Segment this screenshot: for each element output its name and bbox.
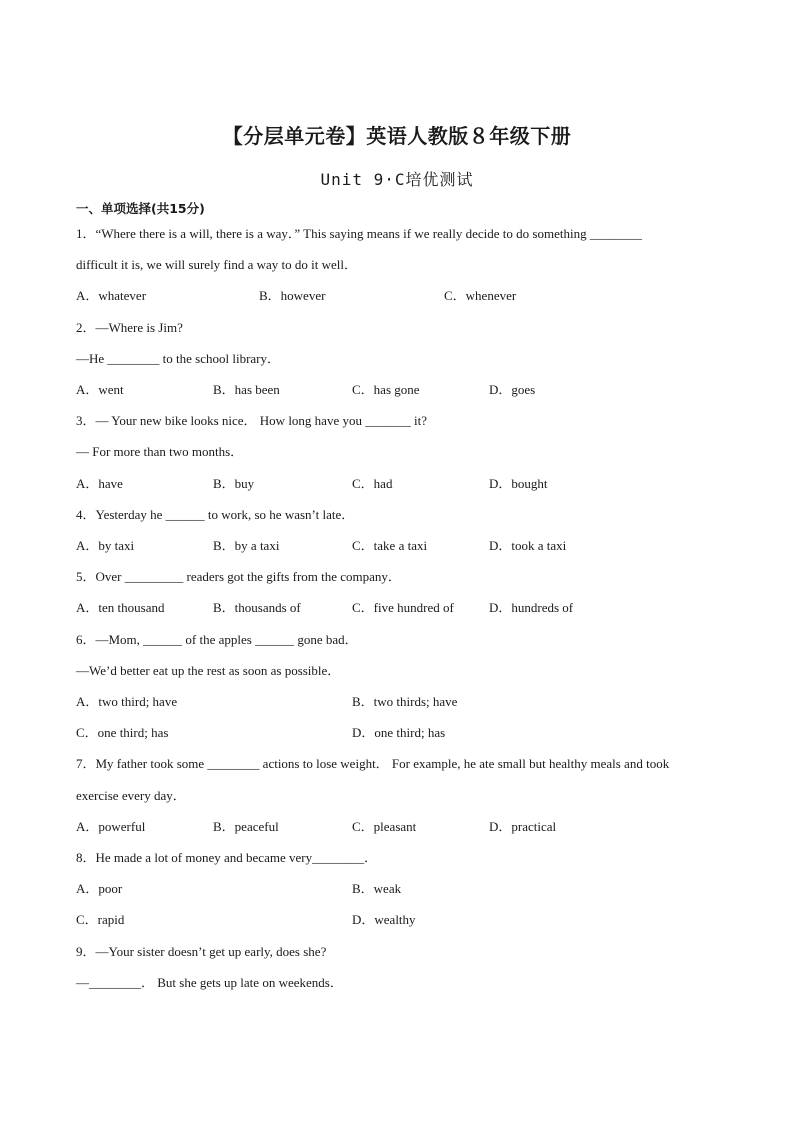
question-2-line-2: —He ________ to the school library． <box>76 351 280 366</box>
question-6-option-b[interactable]: B．two thirds; have <box>352 694 458 709</box>
question-6-line-1: 6．—Mom, ______ of the apples ______ gone bad． <box>76 632 358 647</box>
section-heading: 一、单项选择(共15分) <box>76 201 205 216</box>
question-3-line-2: — For more than two months． <box>76 444 244 459</box>
question-3-option-b[interactable]: B．buy <box>213 476 255 491</box>
question-3-line-1: 3．— Your new bike looks nice． How long have you _______ it? <box>76 413 427 428</box>
question-8-line-1: 8．He made a lot of money and became very________． <box>76 850 378 865</box>
page-subtitle: Unit 9·C培优测试 <box>320 170 474 189</box>
question-7-line-2: exercise every day． <box>76 788 186 803</box>
question-1-line-2: difficult it is, we will surely find a way to do it well． <box>76 257 358 272</box>
question-4-option-b[interactable]: B．by a taxi <box>213 538 280 553</box>
question-1-option-c[interactable]: C．whenever <box>444 288 517 303</box>
question-4-option-c[interactable]: C．take a taxi <box>352 538 428 553</box>
question-7-option-a[interactable]: A．powerful <box>76 819 146 834</box>
question-5-option-c[interactable]: C．five hundred of <box>352 600 454 615</box>
question-5-line-1: 5．Over _________ readers got the gifts from the company． <box>76 569 401 584</box>
question-5-option-d[interactable]: D．hundreds of <box>489 600 574 615</box>
question-7-option-b[interactable]: B．peaceful <box>213 819 279 834</box>
question-8-option-c[interactable]: C．rapid <box>76 912 125 927</box>
question-6-option-d[interactable]: D．one third; has <box>352 725 446 740</box>
question-8-option-a[interactable]: A．poor <box>76 881 123 896</box>
question-7-option-c[interactable]: C．pleasant <box>352 819 417 834</box>
question-6-option-a[interactable]: A．two third; have <box>76 694 178 709</box>
question-3-option-d[interactable]: D．bought <box>489 476 548 491</box>
page-title: 【分层单元卷】英语人教版８年级下册 <box>222 124 572 148</box>
question-1-option-a[interactable]: A．whatever <box>76 288 147 303</box>
question-7-line-1: 7．My father took some ________ actions to lose weight． For example, he ate small but healthy meals and took <box>76 756 670 771</box>
question-2-option-a[interactable]: A．went <box>76 382 124 397</box>
question-9-line-2: —________． But she gets up late on weekends． <box>76 975 343 990</box>
question-1-option-b[interactable]: B．however <box>259 288 326 303</box>
question-8-option-d[interactable]: D．wealthy <box>352 912 416 927</box>
question-4-option-d[interactable]: D．took a taxi <box>489 538 567 553</box>
question-3-option-c[interactable]: C．had <box>352 476 393 491</box>
question-4-option-a[interactable]: A．by taxi <box>76 538 135 553</box>
question-4-line-1: 4．Yesterday he ______ to work, so he wasn’t late． <box>76 507 355 522</box>
question-5-option-a[interactable]: A．ten thousand <box>76 600 165 615</box>
question-2-option-b[interactable]: B．has been <box>213 382 280 397</box>
question-8-option-b[interactable]: B．weak <box>352 881 402 896</box>
question-6-option-c[interactable]: C．one third; has <box>76 725 169 740</box>
question-9-line-1: 9．—Your sister doesn’t get up early, does she? <box>76 944 327 959</box>
question-1-line-1: 1．“Where there is a will, there is a way．” This saying means if we really decide to do something ________ <box>76 226 642 241</box>
question-2-line-1: 2．—Where is Jim? <box>76 320 183 335</box>
question-3-option-a[interactable]: A．have <box>76 476 123 491</box>
question-2-option-c[interactable]: C．has gone <box>352 382 420 397</box>
question-7-option-d[interactable]: D．practical <box>489 819 557 834</box>
question-6-line-2: —We’d better eat up the rest as soon as possible． <box>76 663 341 678</box>
question-5-option-b[interactable]: B．thousands of <box>213 600 301 615</box>
question-2-option-d[interactable]: D．goes <box>489 382 536 397</box>
